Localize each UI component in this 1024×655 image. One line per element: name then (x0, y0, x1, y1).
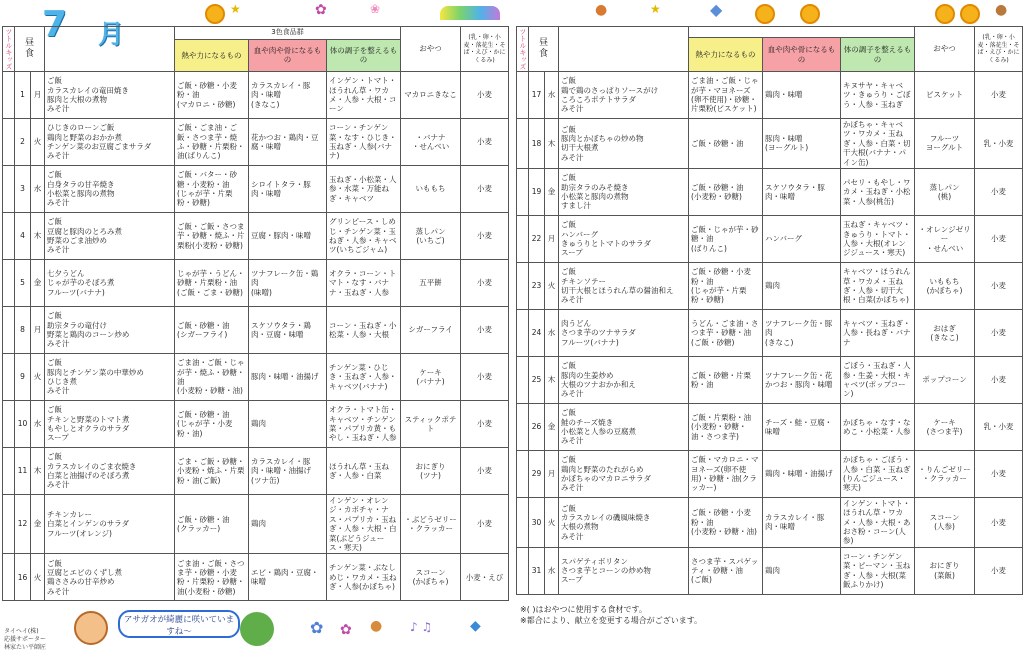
row-allergy: 小麦 (461, 448, 509, 495)
row-red-ingredients: シロイトタラ・豚肉・味噌 (249, 166, 327, 213)
row-allergy: 小麦 (975, 547, 1023, 594)
row-green-ingredients: コーン・チンゲン菜・ピーマン・玉ねぎ・人参・大根(菜飯ふりかけ) (841, 547, 915, 594)
row-snack: 蒸しパン (桃) (915, 168, 975, 215)
row-snack: スコーン (人参) (915, 497, 975, 547)
row-date: 25 (529, 356, 545, 403)
row-red-ingredients: スケソウタラ・豚肉・味噌 (763, 168, 841, 215)
row-green-ingredients: かぼちゃ・なす・なめこ・小松菜・人参 (841, 403, 915, 450)
row-yellow-ingredients: ご飯・マカロニ・マヨネーズ(卵不使用)・砂糖・油(クラッカー) (689, 450, 763, 497)
allergy-header: (乳・卵・小麦・落花生・そば・えび・かにくるみ) (461, 27, 509, 72)
lunch-header-bottom: 食 (539, 49, 549, 59)
sunflower-icon (755, 4, 775, 24)
row-day: 金 (545, 403, 559, 450)
animal-icon: ● (995, 2, 1008, 18)
green-group-header: 体の調子を整えるもの (327, 39, 401, 71)
row-red-ingredients: ハンバーグ (763, 215, 841, 262)
row-yellow-ingredients: ご飯・砂糖・油 (689, 119, 763, 169)
row-yellow-ingredients: ご飯・砂糖・油 (クラッカー) (175, 495, 249, 554)
row-day: 木 (31, 448, 45, 495)
row-day: 火 (31, 354, 45, 401)
row-date: 3 (15, 166, 31, 213)
red-group-header: 血や肉や骨になるもの (763, 38, 841, 72)
row-side-cell (3, 307, 15, 354)
animal-icon: ● (595, 2, 608, 18)
yellow-group-header: 熱や力になるもの (175, 39, 249, 71)
row-day: 金 (31, 495, 45, 554)
sun-icon (205, 4, 225, 24)
row-green-ingredients: キヌサヤ・キャベツ・きゅうり・ごぼう・人参・玉ねぎ (841, 72, 915, 119)
row-green-ingredients: グリンピース・しめじ・チンゲン菜・玉ねぎ・人参・キャベツ(いちごジャム) (327, 213, 401, 260)
row-green-ingredients: ごぼう・玉ねぎ・人参・生姜・大根・キャベツ(ポップコーン) (841, 356, 915, 403)
row-day: 水 (545, 547, 559, 594)
lunch-header-bottom: 食 (25, 49, 35, 59)
row-date: 24 (529, 309, 545, 356)
side-label: ツトルキッズ (3, 27, 15, 72)
row-date: 10 (15, 401, 31, 448)
row-day: 火 (545, 262, 559, 309)
row-allergy: 小麦・えび (461, 554, 509, 601)
lunch-header-top: 昼 (539, 37, 549, 48)
row-menu: ご飯 チキンと野菜のトマト煮 もやしとオクラのサラダ スープ (45, 401, 175, 448)
row-day: 月 (31, 72, 45, 119)
row-side-cell (517, 356, 529, 403)
row-snack: ・オレンジゼリー ・せんべい (915, 215, 975, 262)
row-menu: ご飯 豆腐と豚肉のとろみ煮 野菜のごま油炒め みそ汁 (45, 213, 175, 260)
row-snack: シガーフライ (401, 307, 461, 354)
row-menu: ご飯 白身タラの甘辛焼き 小松菜と豚肉の煮物 みそ汁 (45, 166, 175, 213)
row-green-ingredients: パセリ・もやし・ワカメ・玉ねぎ・小松菜・人参(桃缶) (841, 168, 915, 215)
row-snack: スティックポテト (401, 401, 461, 448)
flower-icon: ✿ (315, 2, 327, 18)
food-group-header (689, 27, 915, 38)
row-day: 水 (31, 166, 45, 213)
row-day: 月 (545, 450, 559, 497)
sunflower-icon (935, 4, 955, 24)
row-red-ingredients: 鶏肉・味噌 (763, 72, 841, 119)
row-yellow-ingredients: ご飯・ごま油・ご飯・さつま芋・焼ふ・砂糖・片栗粉・油(ばりんこ) (175, 119, 249, 166)
row-snack: ケーキ (バナナ) (401, 354, 461, 401)
row-green-ingredients: かぼちゃ・ごぼう・人参・白菜・玉ねぎ(りんごジュース・寒天) (841, 450, 915, 497)
row-day: 水 (545, 309, 559, 356)
row-red-ingredients: 鶏肉 (249, 495, 327, 554)
menu-header (559, 27, 689, 72)
menu-header (45, 27, 175, 72)
row-menu: ご飯 豆腐とエビのくずし煮 鶏ささみの甘辛炒め みそ汁 (45, 554, 175, 601)
row-allergy: 小麦 (461, 495, 509, 554)
row-date: 16 (15, 554, 31, 601)
row-green-ingredients: オクラ・トマト缶・キャベツ・チンゲン菜・パプリカ黄・もやし・玉ねぎ・人参 (327, 401, 401, 448)
row-yellow-ingredients: ご飯・ご飯・さつま芋・砂糖・焼ふ・片栗粉(小麦粉・砂糖) (175, 213, 249, 260)
table-row (517, 547, 1023, 594)
row-yellow-ingredients: ごま油・ご飯・じゃが芋・マヨネーズ(卵不使用)・砂糖・片栗粉(ビスケット) (689, 72, 763, 119)
row-date: 5 (15, 260, 31, 307)
row-red-ingredients: ツナフレーク缶・豚肉 (きなこ) (763, 309, 841, 356)
row-menu: ご飯 助宗タラの竜付け 野菜と鶏肉のコーン炒め みそ汁 (45, 307, 175, 354)
table-row (3, 166, 509, 213)
table-row (3, 119, 509, 166)
row-allergy: 小麦 (461, 307, 509, 354)
row-yellow-ingredients: うどん・ごま油・さつま芋・砂糖・油 (ご飯・砂糖) (689, 309, 763, 356)
sponsor-credit: タイヘイ(株) 応援サポーター 林家たい平師匠 (4, 628, 47, 651)
row-side-cell (3, 119, 15, 166)
row-menu: ひじきのローンご飯 鶏肉と野菜のおかか煮 チンゲン菜のお豆腐ごまサラダ みそ汁 (45, 119, 175, 166)
row-snack: おはぎ (きなこ) (915, 309, 975, 356)
row-side-cell (517, 547, 529, 594)
food-group-header: 3色食品群 (175, 27, 401, 40)
row-yellow-ingredients: さつま芋・スパゲッティ・砂糖・油 (ご飯) (689, 547, 763, 594)
row-red-ingredients: カラスカレイ・豚肉・味噌 (763, 497, 841, 547)
row-menu: ご飯 豚肉とかぼちゃの炒め物 切干大根煮 みそ汁 (559, 119, 689, 169)
speech-bubble: アサガオが綺麗に咲いていますね〜 (118, 610, 240, 638)
row-day: 水 (545, 72, 559, 119)
row-date: 19 (529, 168, 545, 215)
row-allergy: 小麦 (975, 309, 1023, 356)
star-icon: ★ (650, 2, 661, 16)
row-day: 月 (31, 307, 45, 354)
side-label: ツトルキッズ (517, 27, 529, 72)
snack-header: おやつ (401, 27, 461, 72)
row-yellow-ingredients: じゃが芋・うどん・砂糖・片栗粉・油 (ご飯・ごま・砂糖) (175, 260, 249, 307)
row-green-ingredients: インゲン・トマト・ほうれん草・ワカメ・人参・大根・あおさ粉・コーン(人参) (841, 497, 915, 547)
row-menu: ご飯 鶏肉と野菜のたれがらめ かぼちゃのマカロニサラダ みそ汁 (559, 450, 689, 497)
table-row (517, 262, 1023, 309)
row-date: 8 (15, 307, 31, 354)
row-side-cell (517, 72, 529, 119)
table-row (517, 119, 1023, 169)
tree-icon (240, 612, 274, 646)
row-menu: スパゲティボリタン さつま芋とコーンの炒め物 スープ (559, 547, 689, 594)
row-snack: 五平餅 (401, 260, 461, 307)
yellow-group-header: 熱や力になるもの (689, 38, 763, 72)
table-row (517, 215, 1023, 262)
row-yellow-ingredients: ご飯・砂糖・小麦粉・油 (じゃが芋・片栗粉・砂糖) (689, 262, 763, 309)
table-row (517, 497, 1023, 547)
row-day: 金 (31, 260, 45, 307)
row-day: 水 (31, 401, 45, 448)
row-red-ingredients: 豚肉・味噌 (ヨーグルト) (763, 119, 841, 169)
row-snack: ・バナナ ・せんべい (401, 119, 461, 166)
sponsor-portrait-icon (74, 611, 108, 645)
row-side-cell (3, 448, 15, 495)
row-menu: ご飯 豚肉の生姜炒め 大根のツナおかか和え みそ汁 (559, 356, 689, 403)
row-date: 30 (529, 497, 545, 547)
menu-table-left (2, 26, 509, 601)
table-row (3, 260, 509, 307)
row-snack: いももち (かぼちゃ) (915, 262, 975, 309)
row-green-ingredients: 玉ねぎ・キャベツ・きゅうり・トマト・人参・大根(オレンジジュース・寒天) (841, 215, 915, 262)
row-day: 木 (545, 356, 559, 403)
row-allergy: 小麦 (461, 119, 509, 166)
row-red-ingredients: ツナフレーク缶・花かつお・豚肉・味噌 (763, 356, 841, 403)
row-green-ingredients: かぼちゃ・キャベツ・ワカメ・玉ねぎ・人参・白菜・切干大根(バナナ・パイン缶) (841, 119, 915, 169)
row-menu: 肉うどん さつま芋のツナサラダ フルーツ(バナナ) (559, 309, 689, 356)
row-green-ingredients: キャベツ・玉ねぎ・人参・長ねぎ・バナナ (841, 309, 915, 356)
row-date: 12 (15, 495, 31, 554)
snack-header: おやつ (915, 27, 975, 72)
row-allergy: 小麦 (461, 213, 509, 260)
row-date: 29 (529, 450, 545, 497)
morning-glory-icon: ✿ (310, 618, 324, 637)
row-red-ingredients: 鶏肉 (763, 262, 841, 309)
row-date: 17 (529, 72, 545, 119)
row-red-ingredients: 豆腐・豚肉・味噌 (249, 213, 327, 260)
row-date: 23 (529, 262, 545, 309)
table-row (517, 168, 1023, 215)
row-side-cell (3, 213, 15, 260)
table-row (517, 72, 1023, 119)
row-date: 31 (529, 547, 545, 594)
row-side-cell (3, 495, 15, 554)
row-red-ingredients: 豚肉・味噌・油揚げ (249, 354, 327, 401)
row-green-ingredients: ほうれん草・玉ねぎ・人参・白菜 (327, 448, 401, 495)
row-red-ingredients: 鶏肉 (249, 401, 327, 448)
row-yellow-ingredients: ご飯・砂糖・小麦粉・油 (マカロニ・砂糖) (175, 72, 249, 119)
row-snack: おにぎり (ツナ) (401, 448, 461, 495)
rabbit-icon: ❀ (370, 2, 381, 16)
row-day: 木 (545, 119, 559, 169)
animal-icon: ● (370, 618, 383, 634)
row-yellow-ingredients: ご飯・砂糖・油 (小麦粉・砂糖) (689, 168, 763, 215)
row-red-ingredients: 花かつお・鶏肉・豆腐・味噌 (249, 119, 327, 166)
row-menu: ご飯 ハンバーグ きゅうりとトマトのサラダ スープ (559, 215, 689, 262)
row-allergy: 小麦 (975, 450, 1023, 497)
row-side-cell (3, 401, 15, 448)
row-menu: 七夕うどん じゃが芋のそぼろ煮 フルーツ(バナナ) (45, 260, 175, 307)
table-row (3, 354, 509, 401)
table-row (3, 554, 509, 601)
allergy-header: (乳・卵・小麦・落花生・そば・えび・かにくるみ) (975, 27, 1023, 72)
month-number: 7 (42, 4, 68, 45)
row-snack: ポップコーン (915, 356, 975, 403)
row-side-cell (517, 403, 529, 450)
row-snack: フルーツ ヨーグルト (915, 119, 975, 169)
row-side-cell (517, 262, 529, 309)
table-row (517, 403, 1023, 450)
green-group-header: 体の調子を整えるもの (841, 38, 915, 72)
note-line: ※( )はおやつに使用する食材です。 (520, 605, 647, 614)
row-date: 18 (529, 119, 545, 169)
row-allergy: 小麦 (461, 260, 509, 307)
row-day: 火 (545, 497, 559, 547)
row-date: 26 (529, 403, 545, 450)
row-allergy: 小麦 (461, 166, 509, 213)
row-green-ingredients: オクラ・コーン・トマト・なす・バナナ・玉ねぎ・人参 (327, 260, 401, 307)
table-row (3, 448, 509, 495)
row-yellow-ingredients: ご飯・砂糖・片栗粉・油 (689, 356, 763, 403)
sunflower-icon (960, 4, 980, 24)
row-date: 22 (529, 215, 545, 262)
row-day: 金 (545, 168, 559, 215)
table-row (3, 495, 509, 554)
row-yellow-ingredients: ごま油・ご飯・さつま芋・砂糖・小麦粉・片栗粉・砂糖・油(小麦粉・砂糖) (175, 554, 249, 601)
row-red-ingredients: エビ・鶏肉・豆腐・味噌 (249, 554, 327, 601)
lunch-header-top: 昼 (25, 37, 35, 48)
row-snack: ・りんごゼリー ・クラッカー (915, 450, 975, 497)
sunflower-icon (800, 4, 820, 24)
menu-table-right (516, 26, 1023, 595)
row-side-cell (3, 554, 15, 601)
row-red-ingredients: カラスカレイ・豚肉・味噌 (きなこ) (249, 72, 327, 119)
row-side-cell (517, 119, 529, 169)
row-red-ingredients: スケソウタラ・鶏肉・豆腐・味噌 (249, 307, 327, 354)
lunch-header (15, 27, 45, 72)
row-allergy: 乳・小麦 (975, 119, 1023, 169)
row-allergy: 小麦 (975, 72, 1023, 119)
row-snack: おにぎり (菜飯) (915, 547, 975, 594)
row-side-cell (517, 309, 529, 356)
row-date: 4 (15, 213, 31, 260)
table-row (3, 213, 509, 260)
table-row (517, 450, 1023, 497)
morning-glory-icon: ✿ (340, 622, 352, 638)
table-row (517, 309, 1023, 356)
bird-icon: ◆ (470, 618, 481, 634)
row-side-cell (3, 354, 15, 401)
row-snack: いももち (401, 166, 461, 213)
row-side-cell (517, 497, 529, 547)
row-side-cell (3, 72, 15, 119)
row-snack: ・ぶどうゼリー ・クラッカー (401, 495, 461, 554)
row-day: 火 (31, 554, 45, 601)
row-date: 9 (15, 354, 31, 401)
row-allergy: 乳・小麦 (975, 403, 1023, 450)
row-green-ingredients: チンゲン菜・ぶなしめじ・ワカメ・玉ねぎ・人参(かぼちゃ) (327, 554, 401, 601)
row-day: 火 (31, 119, 45, 166)
row-allergy: 小麦 (975, 497, 1023, 547)
music-note-icon: ♪ ♫ (410, 620, 433, 634)
row-yellow-ingredients: ご飯・じゃが芋・砂糖・油 (ばりんこ) (689, 215, 763, 262)
rainbow-icon (440, 6, 500, 20)
table-row (3, 401, 509, 448)
row-yellow-ingredients: ご飯・砂糖・油 (じゃが芋・小麦粉・油) (175, 401, 249, 448)
row-side-cell (3, 260, 15, 307)
row-allergy: 小麦 (975, 262, 1023, 309)
row-day: 木 (31, 213, 45, 260)
row-side-cell (3, 166, 15, 213)
row-date: 11 (15, 448, 31, 495)
row-red-ingredients: 鶏肉・味噌・油揚げ (763, 450, 841, 497)
row-yellow-ingredients: ご飯・砂糖・油 (シガーフライ) (175, 307, 249, 354)
note-line: ※都合により、献立を変更する場合がございます。 (520, 616, 703, 625)
table-row (3, 307, 509, 354)
row-allergy: 小麦 (461, 354, 509, 401)
row-menu: ご飯 豚肉とチンゲン菜の中華炒め ひじき煮 みそ汁 (45, 354, 175, 401)
row-red-ingredients: チーズ・鮭・豆腐・味噌 (763, 403, 841, 450)
row-allergy: 小麦 (975, 168, 1023, 215)
row-red-ingredients: 鶏肉 (763, 547, 841, 594)
row-allergy: 小麦 (461, 401, 509, 448)
row-side-cell (517, 168, 529, 215)
row-green-ingredients: チンゲン菜・ひじき・玉ねぎ・人参・キャベツ(バナナ) (327, 354, 401, 401)
row-red-ingredients: ツナフレーク缶・鶏肉 (味噌) (249, 260, 327, 307)
row-day: 月 (545, 215, 559, 262)
month-suffix: 月 (98, 20, 125, 50)
row-snack: スコーン (かぼちゃ) (401, 554, 461, 601)
row-yellow-ingredients: ご飯・片栗粉・油 (小麦粉・砂糖・油・さつま芋) (689, 403, 763, 450)
row-snack: マカロニきなこ (401, 72, 461, 119)
row-date: 1 (15, 72, 31, 119)
row-menu: ご飯 カラスカレイのごま衣焼き 白菜と油揚げのそぼろ煮 みそ汁 (45, 448, 175, 495)
row-menu: ご飯 鶏で鶏のさっぱりソースがけ ころころポテトサラダ みそ汁 (559, 72, 689, 119)
row-yellow-ingredients: ごま・ご飯・砂糖・小麦粉・焼ふ・片栗粉・油(ご飯) (175, 448, 249, 495)
row-side-cell (517, 215, 529, 262)
row-allergy: 小麦 (975, 356, 1023, 403)
row-yellow-ingredients: ご飯・バター・砂糖・小麦粉・油 (じゃが芋・片栗粉・砂糖) (175, 166, 249, 213)
row-menu: ご飯 鮭のチーズ焼き 小松菜と人参の豆腐煮 みそ汁 (559, 403, 689, 450)
table-row (3, 72, 509, 119)
row-green-ingredients: インゲン・オレンジ・カボチャ・ナス・パプリカ・玉ねぎ・人参・大根・白菜(ぶどうジュース・寒天) (327, 495, 401, 554)
row-yellow-ingredients: ご飯・砂糖・小麦粉・油 (小麦粉・砂糖・油) (689, 497, 763, 547)
row-snack: ケーキ (さつま芋) (915, 403, 975, 450)
row-side-cell (517, 450, 529, 497)
star-icon: ★ (230, 2, 241, 16)
row-green-ingredients: コーン・チンゲン菜・なす・ひじき・玉ねぎ・人参(バナナ) (327, 119, 401, 166)
row-date: 2 (15, 119, 31, 166)
row-red-ingredients: カラスカレイ・豚肉・味噌・油揚げ (ツナ缶) (249, 448, 327, 495)
row-menu: ご飯 カラスカレイの磯風味焼き 大根の煮物 みそ汁 (559, 497, 689, 547)
row-green-ingredients: インゲン・トマト・ほうれん草・ワカメ・人参・大根・コーン (327, 72, 401, 119)
row-snack: 蒸しパン (いちご) (401, 213, 461, 260)
row-menu: チキンカレー 白菜とインゲンのサラダ フルーツ(オレンジ) (45, 495, 175, 554)
elephant-icon: ◆ (710, 0, 723, 19)
table-row (517, 356, 1023, 403)
row-menu: ご飯 カラスカレイの竜田焼き 豚肉と大根の煮物 みそ汁 (45, 72, 175, 119)
lunch-header (529, 27, 559, 72)
row-menu: ご飯 チキンソテー 切干大根とほうれん草の醤油和え みそ汁 (559, 262, 689, 309)
row-green-ingredients: キャベツ・ほうれん草・ワカメ・玉ねぎ・人参・切干大根・白菜(かぼちゃ) (841, 262, 915, 309)
row-snack: ビスケット (915, 72, 975, 119)
row-allergy: 小麦 (461, 72, 509, 119)
row-yellow-ingredients: ごま油・ご飯・じゃが芋・焼ふ・砂糖・油 (小麦粉・砂糖・油) (175, 354, 249, 401)
row-green-ingredients: 玉ねぎ・小松菜・人参・水菜・万能ねぎ・キャベツ (327, 166, 401, 213)
red-group-header: 血や肉や骨になるもの (249, 39, 327, 71)
row-green-ingredients: コーン・玉ねぎ・小松菜・人参・大根 (327, 307, 401, 354)
row-allergy: 小麦 (975, 215, 1023, 262)
row-menu: ご飯 助宗タラのみそ焼き 小松菜と豚肉の煮物 すまし汁 (559, 168, 689, 215)
